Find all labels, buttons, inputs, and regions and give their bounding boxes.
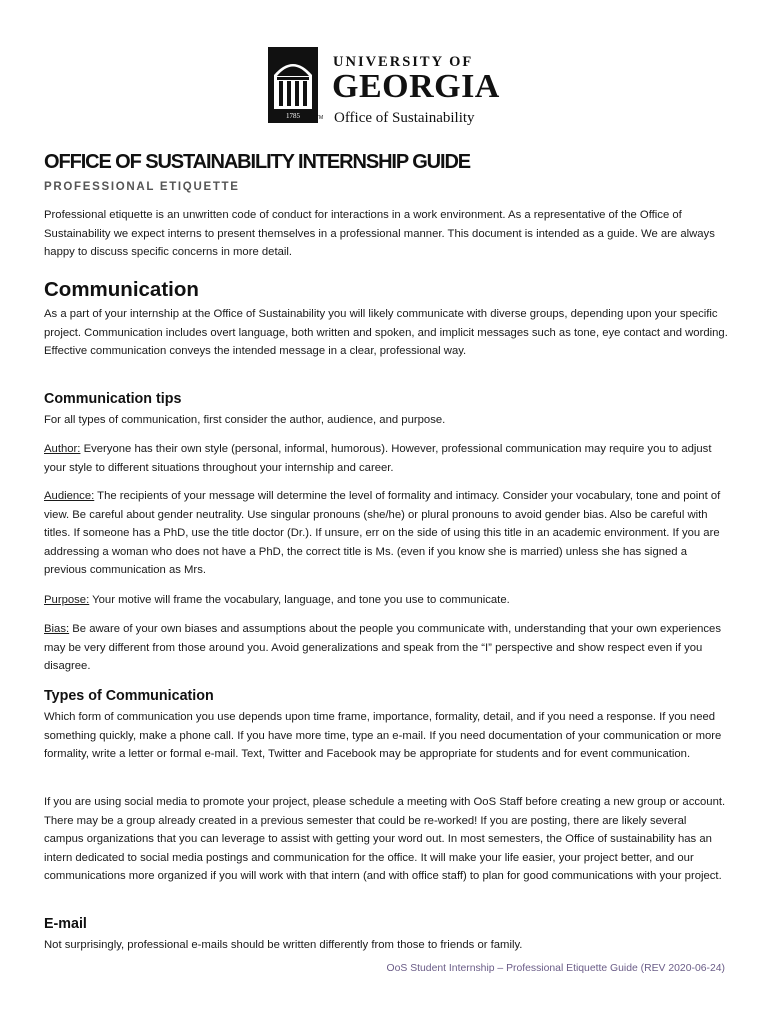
types-paragraph-1: Which form of communication you use depends upon time frame, importance, formality, detail, and if you need a response. If you need something quickly, make a phone call. If you have more time, type an e-mail. If you need documentation of your communication or more formality, write a letter or formal e-mail. Text, Twitter and Facebook may be appropriate for students and for event communication. bbox=[44, 711, 722, 761]
communication-paragraph: As a part of your internship at the Office of Sustainability you will likely communicate with diverse groups, depending upon your specific project. Communication includes overt language, both written and spoken, and implicit messages such as tone, eye contact and wording. Effective communication conveys the intended message in a clear, professional way. bbox=[44, 308, 728, 358]
uga-logo bbox=[268, 47, 508, 131]
email-heading: E-mail bbox=[44, 916, 87, 932]
audience-text: The recipients of your message will determine the level of formality and intimacy. Consider your vocabulary, tone and point of view. Be careful about gender neutrality. Use singular pronouns (she/he) or plural pronouns to avoid gender bias. Also be careful with titles. If someone has a PhD, use the title doctor (Dr.). If unsure, err on the side of using this title in an academic environment. If you are addressing a woman who does not have a PhD, the correct title is Ms. (even if you know she is married) unless she has signed a previous communication as Mrs. bbox=[44, 490, 721, 577]
author-label: Author: bbox=[44, 443, 81, 455]
tips-intro-paragraph: For all types of communication, first consider the author, audience, and purpose. bbox=[44, 414, 446, 426]
arch-logo-icon bbox=[268, 47, 318, 123]
purpose-paragraph bbox=[44, 591, 728, 610]
author-text: Everyone has their own style (personal, informal, humorous). However, professional communication may require you to adjust your style to different situations throughout your internship and career. bbox=[44, 443, 712, 474]
types-paragraph-2: If you are using social media to promote your project, please schedule a meeting with OoS Staff before creating a new group or account. There may be a group already created in a previous semester that could be re-worked! If you are posting, there are likely several campus organizations that you can leverage to assist with getting your word out. In most semesters, the Office of sustainability has an intern dedicated to social media postings and communication for the office. It will make your life easier, your project better, and our communications more organized if you will work with that intern (and with office staff) to plan for good communications with your project. bbox=[44, 796, 726, 883]
document-subtitle: PROFESSIONAL ETIQUETTE bbox=[44, 181, 240, 193]
purpose-text: Your motive will frame the vocabulary, language, and tone you use to communicate. bbox=[89, 594, 510, 606]
logo-office-of-sustainability: Office of Sustainability bbox=[334, 110, 475, 126]
audience-label: Audience: bbox=[44, 490, 95, 502]
page-footer: OoS Student Internship – Professional Etiquette Guide (REV 2020-06-24) bbox=[386, 963, 725, 974]
logo-trademark: TM bbox=[316, 115, 324, 121]
logo-year: 1785 bbox=[286, 112, 300, 120]
purpose-label: Purpose: bbox=[44, 594, 90, 606]
email-paragraph: Not surprisingly, professional e-mails should be written differently from those to friends or family. bbox=[44, 939, 523, 951]
bias-label: Bias: bbox=[44, 623, 70, 635]
logo-georgia: GEORGIA bbox=[332, 68, 500, 105]
author-paragraph bbox=[44, 440, 728, 477]
intro-paragraph: Professional etiquette is an unwritten code of conduct for interactions in a work environment. As a representative of the Office of Sustainability we expect interns to present themselves in a professional manner. This document is intended as a guide. We are always happy to discuss specific concerns in more detail. bbox=[44, 209, 715, 259]
communication-heading: Communication bbox=[44, 278, 199, 301]
bias-text: Be aware of your own biases and assumptions about the people you communicate with, understanding that your own experiences may be very different from those around you. Avoid generalizations and speak from the “I” perspective and show respect even if you disagree. bbox=[44, 623, 721, 673]
communication-tips-heading: Communication tips bbox=[44, 391, 182, 407]
bias-paragraph bbox=[44, 620, 728, 676]
audience-paragraph bbox=[44, 487, 728, 580]
document-title: OFFICE OF SUSTAINABILITY INTERNSHIP GUIDE bbox=[44, 151, 471, 173]
types-of-communication-heading: Types of Communication bbox=[44, 688, 214, 704]
logo-university-of: UNIVERSITY OF bbox=[333, 54, 474, 70]
